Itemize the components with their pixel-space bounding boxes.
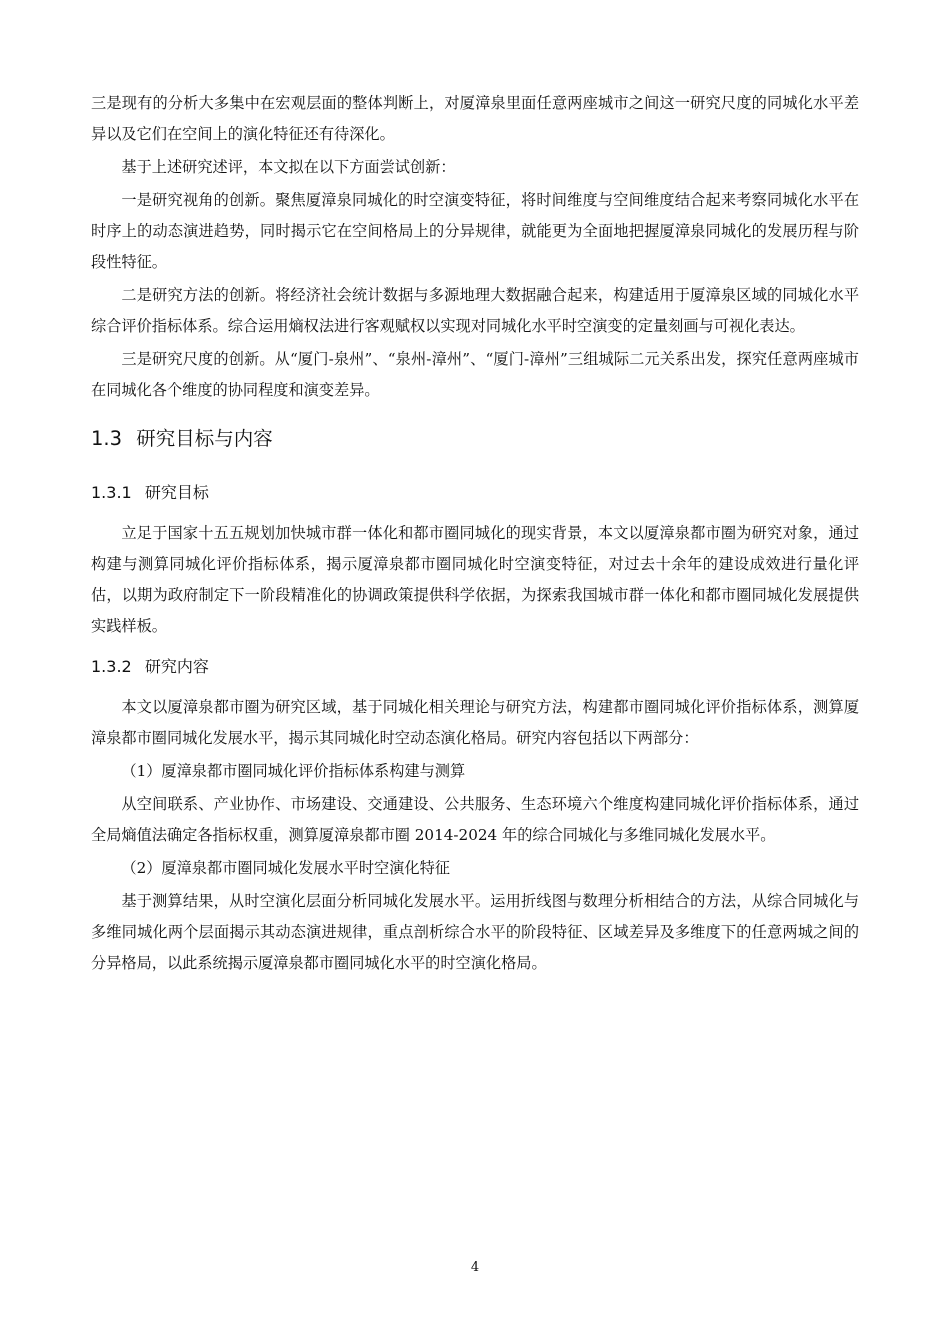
paragraph-innovation-method: 二是研究方法的创新。将经济社会统计数据与多源地理大数据融合起来，构建适用于厦漳泉区域的同城化水平综合评价指标体系。综合运用熵权法进行客观赋权以实现对同城化水平时空演变的定量刻画与可视化表达。	[91, 286, 859, 335]
section-number: 1.3	[91, 427, 123, 450]
paragraph-innovation-intro: 基于上述研究述评，本文拟在以下方面尝试创新：	[121, 158, 456, 176]
document-body	[91, 88, 859, 981]
list-item-title-1: （1）厦漳泉都市圈同城化评价指标体系构建与测算	[121, 762, 466, 780]
section-number: 1.3.2	[91, 657, 132, 676]
section-heading-1-3-1	[91, 478, 859, 508]
section-title: 研究内容	[144, 657, 209, 676]
section-heading-1-3	[91, 424, 859, 454]
section-number: 1.3.1	[91, 483, 132, 502]
paragraph-research-objective: 立足于国家十五五规划加快城市群一体化和都市圈同城化的现实背景，本文以厦漳泉都市圈为研究对象，通过构建与测算同城化评价指标体系，揭示厦漳泉都市圈同城化时空演变特征，对过去十余年的建设成效进行量化评估，以期为政府制定下一阶段精准化的协调政策提供科学依据，为探索我国城市群一体化和都市圈同城化发展提供实践样板。	[91, 524, 859, 635]
paragraph-innovation-scale: 三是研究尺度的创新。从“厦门-泉州”、“泉州-漳州”、“厦门-漳州”三组城际二元关系出发，探究任意两座城市在同城化各个维度的协同程度和演变差异。	[91, 350, 859, 399]
paragraph-item-2: 基于测算结果，从时空演化层面分析同城化发展水平。运用折线图与数理分析相结合的方法，从综合同城化与多维同城化两个层面揭示其动态演进规律，重点剖析综合水平的阶段特征、区域差异及多维度下的任意两城之间的分异格局，以此系统揭示厦漳泉都市圈同城化水平的时空演化格局。	[91, 892, 859, 972]
section-title: 研究目标	[144, 483, 209, 502]
section-heading-1-3-2	[91, 652, 859, 682]
page-number: 4	[470, 1260, 480, 1275]
paragraph-item-1: 从空间联系、产业协作、市场建设、交通建设、公共服务、生态环境六个维度构建同城化评价指标体系，通过全局熵值法确定各指标权重，测算厦漳泉都市圈 2014-2024 年的综合同城化与多维同城化发展水平。	[91, 795, 859, 844]
list-item-title-2: （2）厦漳泉都市圈同城化发展水平时空演化特征	[121, 859, 450, 877]
paragraph-limitation-3: 三是现有的分析大多集中在宏观层面的整体判断上，对厦漳泉里面任意两座城市之间这一研究尺度的同城化水平差异以及它们在空间上的演化特征还有待深化。	[91, 94, 859, 143]
paragraph-research-content-intro: 本文以厦漳泉都市圈为研究区域，基于同城化相关理论与研究方法，构建都市圈同城化评价指标体系，测算厦漳泉都市圈同城化发展水平，揭示其同城化时空动态演化格局。研究内容包括以下两部分：	[91, 698, 859, 747]
paragraph-innovation-perspective: 一是研究视角的创新。聚焦厦漳泉同城化的时空演变特征，将时间维度与空间维度结合起来考察同城化水平在时序上的动态演进趋势，同时揭示它在空间格局上的分异规律，就能更为全面地把握厦漳泉同城化的发展历程与阶段性特征。	[91, 191, 859, 271]
section-title: 研究目标与内容	[136, 427, 273, 450]
